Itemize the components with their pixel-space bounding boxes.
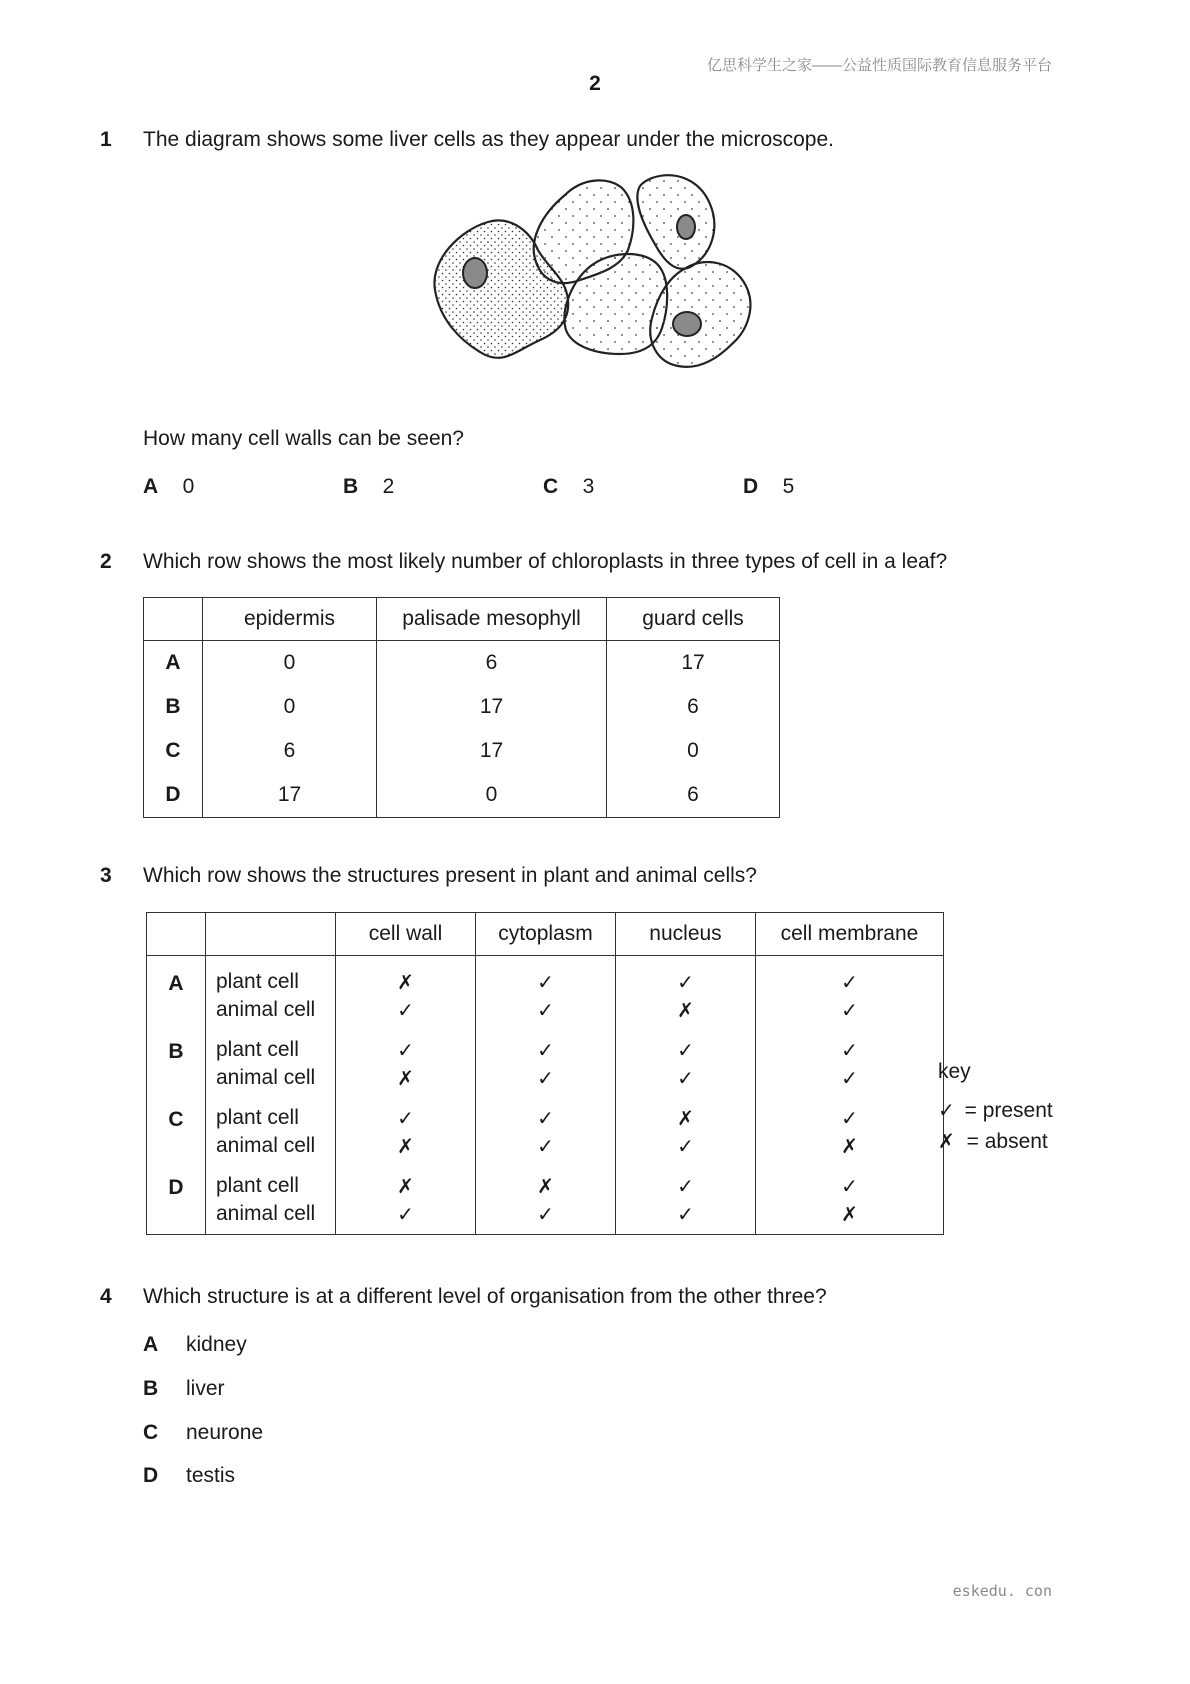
q1-text: The diagram shows some liver cells as they appear under the microscope.	[143, 128, 834, 151]
row-letter: A	[147, 956, 206, 1025]
header-epidermis: epidermis	[203, 598, 377, 641]
table-cell: 6	[203, 729, 377, 773]
plant-mark: ✓	[397, 1038, 414, 1062]
table-row	[144, 729, 780, 773]
option-value: 5	[782, 475, 795, 498]
mark-cell	[756, 956, 944, 1025]
plant-mark: ✓	[397, 1106, 414, 1130]
option-value: liver	[186, 1377, 225, 1400]
animal-cell-label: animal cell	[216, 998, 316, 1021]
table-cell: 17	[377, 729, 607, 773]
q1-option-b	[343, 475, 394, 499]
animal-mark: ✗	[677, 998, 694, 1022]
table-cell: 0	[377, 773, 607, 818]
animal-mark: ✓	[677, 1202, 694, 1226]
q4-option-c	[143, 1421, 263, 1445]
mark-cell	[756, 1024, 944, 1092]
q4-number: 4	[100, 1285, 112, 1308]
option-letter: C	[543, 475, 559, 498]
mark-cell	[476, 1160, 616, 1235]
nucleus-5	[673, 312, 701, 336]
mark-cell	[476, 1092, 616, 1160]
option-letter: D	[143, 1464, 159, 1487]
animal-mark: ✓	[537, 1066, 554, 1090]
table-header-row	[144, 598, 780, 641]
table-cell: 0	[203, 641, 377, 686]
plant-mark: ✓	[677, 1038, 694, 1062]
animal-mark: ✓	[677, 1134, 694, 1158]
cell-type-labels	[206, 1160, 336, 1235]
animal-mark: ✓	[677, 1066, 694, 1090]
cross-icon: ✗	[938, 1129, 955, 1153]
table-row	[147, 956, 944, 1025]
option-letter: C	[143, 1421, 159, 1444]
table-row	[144, 773, 780, 818]
q3-text: Which row shows the structures present in plant and animal cells?	[143, 864, 757, 887]
key-absent	[938, 1126, 1053, 1157]
chloroplast-table	[143, 597, 780, 818]
header-cell-membrane: cell membrane	[756, 913, 944, 956]
animal-cell-label: animal cell	[216, 1066, 316, 1089]
q1-option-d	[743, 475, 794, 499]
table-row	[147, 1160, 944, 1235]
plant-mark: ✗	[537, 1174, 554, 1198]
animal-mark: ✗	[841, 1202, 858, 1226]
mark-cell	[476, 1024, 616, 1092]
plant-mark: ✓	[537, 970, 554, 994]
plant-cell-label: plant cell	[216, 970, 299, 993]
table-blank-header	[206, 913, 336, 956]
row-letter: B	[144, 685, 203, 729]
animal-cell-label: animal cell	[216, 1134, 316, 1157]
plant-mark: ✗	[397, 1174, 414, 1198]
table-cell: 6	[607, 685, 780, 729]
mark-cell	[336, 1024, 476, 1092]
header-watermark: 亿思科学生之家——公益性质国际教育信息服务平台	[706, 57, 1052, 74]
row-letter: C	[144, 729, 203, 773]
table-row	[144, 641, 780, 686]
row-letter: B	[147, 1024, 206, 1092]
table-cell: 0	[607, 729, 780, 773]
q1-option-a	[143, 475, 194, 499]
mark-cell	[336, 956, 476, 1025]
table-row	[147, 1092, 944, 1160]
plant-mark: ✓	[537, 1106, 554, 1130]
animal-mark: ✓	[537, 1202, 554, 1226]
plant-mark: ✗	[677, 1106, 694, 1130]
row-letter: D	[144, 773, 203, 818]
animal-mark: ✗	[397, 1066, 414, 1090]
mark-cell	[616, 1092, 756, 1160]
mark-cell	[476, 956, 616, 1025]
key-title: key	[938, 1060, 971, 1083]
table-cell: 17	[203, 773, 377, 818]
option-value: testis	[186, 1464, 236, 1487]
option-letter: D	[743, 475, 759, 498]
q4-option-d	[143, 1464, 235, 1488]
option-value: 2	[382, 475, 395, 498]
row-letter: D	[147, 1160, 206, 1235]
cell-structures-table	[146, 912, 944, 1235]
q1-option-c	[543, 475, 594, 499]
plant-mark: ✓	[841, 970, 858, 994]
mark-cell	[756, 1160, 944, 1235]
animal-mark: ✗	[397, 1134, 414, 1158]
option-value: neurone	[186, 1421, 264, 1444]
legend-key	[938, 1056, 1053, 1157]
q4-option-b	[143, 1377, 225, 1401]
plant-mark: ✗	[397, 970, 414, 994]
option-value: 3	[582, 475, 595, 498]
table-cell: 6	[377, 641, 607, 686]
mark-cell	[336, 1092, 476, 1160]
table-cell: 17	[607, 641, 780, 686]
cell-type-labels	[206, 1024, 336, 1092]
plant-cell-label: plant cell	[216, 1038, 299, 1061]
option-letter: A	[143, 475, 159, 498]
page-number: 2	[589, 72, 601, 95]
table-corner-cell	[144, 598, 203, 641]
table-cell: 6	[607, 773, 780, 818]
key-absent-text: = absent	[966, 1130, 1048, 1153]
cell-3	[637, 175, 714, 269]
mark-cell	[616, 1024, 756, 1092]
table-cell: 0	[203, 685, 377, 729]
option-value: 0	[182, 475, 195, 498]
cell-type-labels	[206, 1092, 336, 1160]
key-present-text: = present	[964, 1099, 1053, 1122]
animal-mark: ✓	[537, 1134, 554, 1158]
plant-mark: ✓	[537, 1038, 554, 1062]
animal-mark: ✓	[537, 998, 554, 1022]
mark-cell	[616, 956, 756, 1025]
q2-text: Which row shows the most likely number of chloroplasts in three types of cell in a leaf?	[143, 550, 948, 573]
option-value: kidney	[186, 1333, 247, 1356]
table-corner-cell	[147, 913, 206, 956]
header-guard-cells: guard cells	[607, 598, 780, 641]
header-nucleus: nucleus	[616, 913, 756, 956]
plant-cell-label: plant cell	[216, 1106, 299, 1129]
q2-number: 2	[100, 550, 112, 573]
animal-mark: ✓	[841, 998, 858, 1022]
option-letter: B	[143, 1377, 159, 1400]
plant-mark: ✓	[841, 1038, 858, 1062]
animal-mark: ✗	[841, 1134, 858, 1158]
table-header-row	[147, 913, 944, 956]
animal-mark: ✓	[841, 1066, 858, 1090]
mark-cell	[616, 1160, 756, 1235]
mark-cell	[756, 1092, 944, 1160]
mark-cell	[336, 1160, 476, 1235]
row-letter: C	[147, 1092, 206, 1160]
footer-watermark: eskedu. con	[952, 1582, 1052, 1600]
plant-cell-label: plant cell	[216, 1174, 299, 1197]
check-icon: ✓	[938, 1098, 955, 1122]
row-letter: A	[144, 641, 203, 686]
nucleus-1	[463, 258, 487, 288]
header-cell-wall: cell wall	[336, 913, 476, 956]
animal-cell-label: animal cell	[216, 1202, 316, 1225]
nucleus-3	[677, 215, 695, 239]
option-letter: B	[343, 475, 359, 498]
header-cytoplasm: cytoplasm	[476, 913, 616, 956]
plant-mark: ✓	[677, 1174, 694, 1198]
option-letter: A	[143, 1333, 159, 1356]
q4-text: Which structure is at a different level of organisation from the other three?	[143, 1285, 827, 1308]
q4-option-a	[143, 1333, 247, 1357]
liver-cells-diagram	[430, 170, 775, 405]
plant-mark: ✓	[841, 1174, 858, 1198]
cell-type-labels	[206, 956, 336, 1025]
table-row	[144, 685, 780, 729]
animal-mark: ✓	[397, 1202, 414, 1226]
q1-question: How many cell walls can be seen?	[143, 427, 464, 450]
key-present	[938, 1095, 1053, 1126]
table-row	[147, 1024, 944, 1092]
plant-mark: ✓	[841, 1106, 858, 1130]
header-palisade-mesophyll: palisade mesophyll	[377, 598, 607, 641]
q1-number: 1	[100, 128, 112, 151]
table-cell: 17	[377, 685, 607, 729]
animal-mark: ✓	[397, 998, 414, 1022]
plant-mark: ✓	[677, 970, 694, 994]
q3-number: 3	[100, 864, 112, 887]
